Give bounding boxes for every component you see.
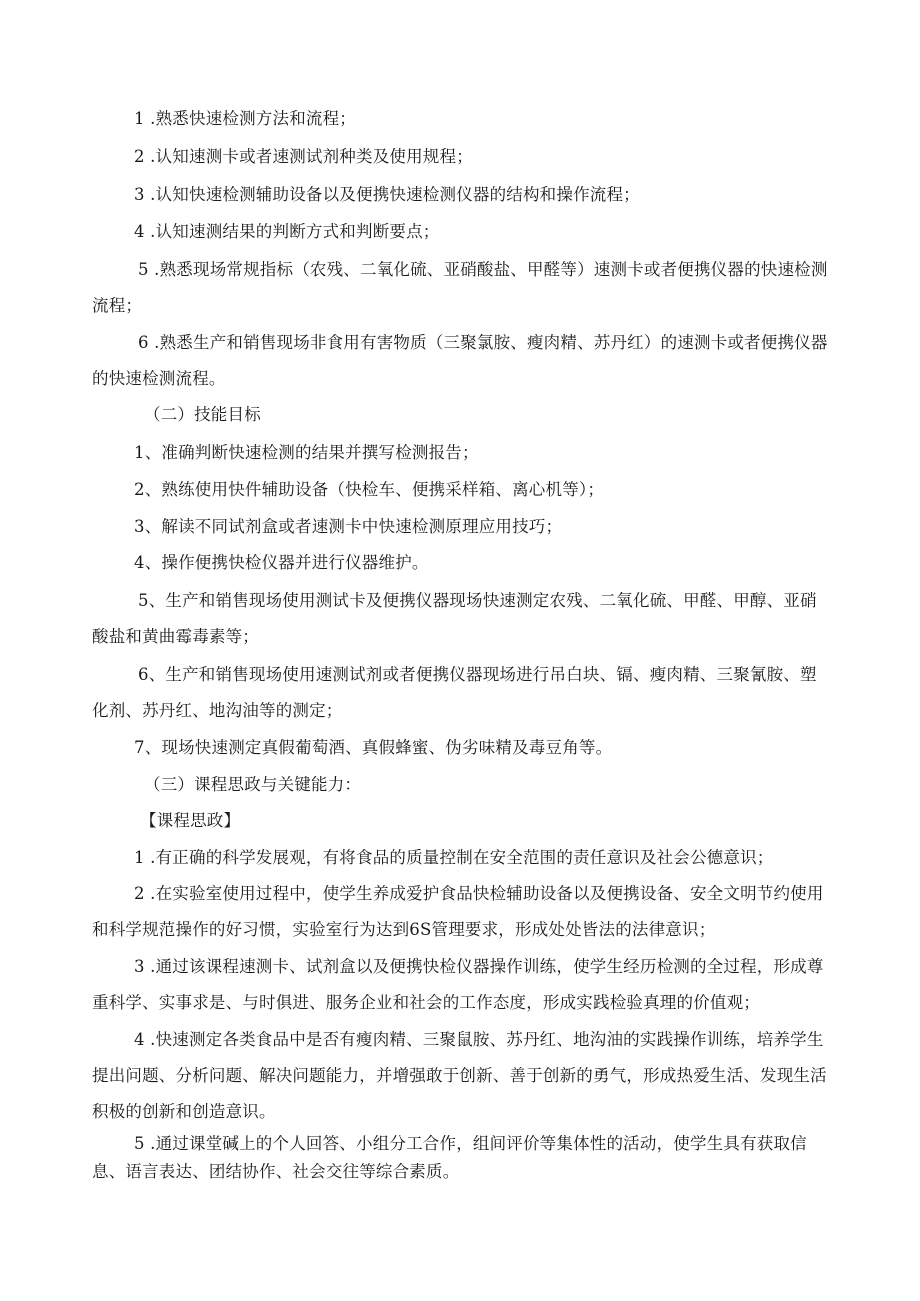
ideology-item-2: 2 .在实验室使用过程中，使学生养成爱护食品快检辅助设备以及便携设备、安全文明节约使用和科学规范操作的好习惯，实验室行为达到6S管理要求，形成处处皆法的法律意识；	[92, 884, 824, 939]
knowledge-item-5: 5 .熟悉现场常规指标（农残、二氧化硫、亚硝酸盐、甲醛等）速测卡或者便携仪器的快速检测流程；	[92, 260, 828, 315]
skill-item-1: 1、准确判断快速检测的结果并撰写检测报告；	[134, 443, 479, 462]
skill-item-6: 6、生产和销售现场使用速测试剂或者便携仪器现场进行吊白块、镉、瘦肉精、三聚氰胺、塑化剂、苏丹红、地沟油等的测定；	[92, 665, 817, 720]
knowledge-item-4: 4 .认知速测结果的判断方式和判断要点；	[134, 222, 440, 241]
skill-item-7: 7、现场快速测定真假葡萄酒、真假蜂蜜、伪劣味精及毒豆角等。	[134, 738, 613, 757]
knowledge-item-1: 1 .熟悉快速检测方法和流程；	[134, 109, 356, 128]
ideology-heading: （三）课程思政与关键能力：	[144, 775, 362, 794]
knowledge-item-6: 6 .熟悉生产和销售现场非食用有害物质（三聚氯胺、瘦肉精、苏丹红）的速测卡或者便携仪器的快速检测流程。	[92, 333, 828, 388]
skill-item-4: 4、操作便携快检仪器并进行仪器维护。	[134, 553, 429, 572]
ideology-subheading: 【课程思政】	[140, 811, 241, 830]
skill-item-2: 2、熟练使用快件辅助设备（快检车、便携采样箱、离心机等）；	[134, 480, 605, 499]
knowledge-item-3: 3 .认知快速检测辅助设备以及便携快速检测仪器的结构和操作流程；	[134, 185, 640, 204]
ideology-item-5: 5 .通过课堂碱上的个人回答、小组分工合作，组间评价等集体性的活动，使学生具有获取信息、语言表达、团结协作、社会交往等综合素质。	[92, 1134, 807, 1181]
ideology-item-1: 1 .有正确的科学发展观，有将食品的质量控制在安全范围的责任意识及社会公德意识；	[134, 848, 774, 867]
ideology-item-3: 3 .通过该课程速测卡、试剂盒以及便携快检仪器操作训练，使学生经历检测的全过程，形成尊重科学、实事求是、与时俱进、服务企业和社会的工作态度，形成实践检验真理的价值观；	[92, 957, 824, 1012]
knowledge-item-2: 2 .认知速测卡或者速测试剂种类及使用规程；	[134, 147, 473, 166]
ideology-item-4: 4 .快速测定各类食品中是否有瘦肉精、三聚鼠胺、苏丹红、地沟油的实践操作训练，培养学生提出问题、分析问题、解决问题能力，并增强敢于创新、善于创新的勇气，形成热爱生活、发现生活积极的创新和创造意识。	[92, 1030, 827, 1121]
skill-item-5: 5、生产和销售现场使用测试卡及便携仪器现场快速测定农残、二氧化硫、甲醛、甲醇、亚硝酸盐和黄曲霉毒素等；	[92, 591, 817, 646]
skill-item-3: 3、解读不同试剂盒或者速测卡中快速检测原理应用技巧；	[134, 517, 563, 536]
skill-heading: （二）技能目标	[144, 405, 261, 424]
